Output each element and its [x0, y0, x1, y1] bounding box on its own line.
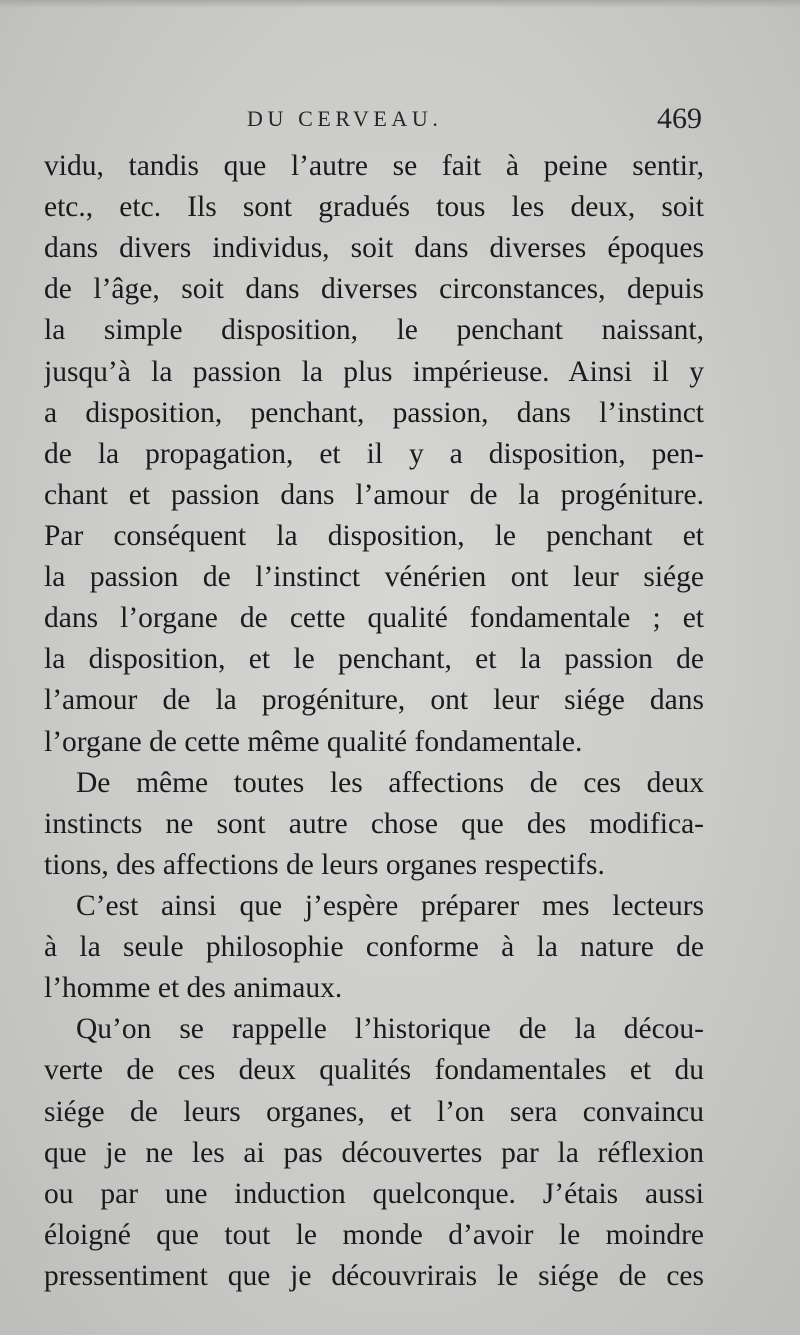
- text-line: dans divers individus, soit dans diverses époques: [44, 232, 704, 265]
- body-text: [44, 146, 704, 1297]
- text-line: a disposition, penchant, passion, dans l’instinct: [44, 396, 704, 429]
- paragraph-first-line: C’est ainsi que j’espère préparer mes lecteurs: [76, 889, 704, 922]
- text-line: l’amour de la progéniture, ont leur siége dans: [44, 684, 704, 717]
- text-line: siége de leurs organes, et l’on sera convaincu: [44, 1095, 704, 1128]
- text-line: la disposition, et le penchant, et la passion de: [44, 643, 704, 676]
- text-line: tions, des affections de leurs organes respectifs.: [44, 848, 605, 881]
- text-line: l’organe de cette même qualité fondamentale.: [44, 725, 583, 758]
- text-line: etc., etc. Ils sont gradués tous les deux, soit: [44, 191, 704, 224]
- text-line: que je ne les ai pas découvertes par la réflexion: [44, 1136, 704, 1169]
- page-top-edge: [0, 0, 800, 8]
- text-line: jusqu’à la passion la plus impérieuse. Ainsi il y: [44, 355, 704, 388]
- text-line: la passion de l’instinct vénérien ont leur siége: [44, 561, 704, 594]
- text-line: pressentiment que je découvrirais le siége de ces: [44, 1259, 704, 1292]
- text-line: l’homme et des animaux.: [44, 972, 343, 1005]
- text-line: instincts ne sont autre chose que des modifica-: [44, 807, 704, 840]
- running-header: [0, 102, 800, 142]
- text-line: de la propagation, et il y a disposition, pen-: [44, 437, 704, 470]
- text-line: vidu, tandis que l’autre se fait à peine sentir,: [44, 150, 704, 182]
- text-line: la simple disposition, le penchant naissant,: [44, 314, 704, 347]
- page-number: 469: [657, 102, 702, 135]
- text-line: Par conséquent la disposition, le penchant et: [44, 519, 704, 552]
- paragraph-first-line: Qu’on se rappelle l’historique de la décou-: [76, 1013, 704, 1046]
- text-line: ou par une induction quelconque. J’étais aussi: [44, 1177, 704, 1210]
- paragraph-first-line: De même toutes les affections de ces deux: [76, 766, 704, 799]
- text-line: chant et passion dans l’amour de la progéniture.: [44, 478, 704, 511]
- text-line: verte de ces deux qualités fondamentales et du: [44, 1054, 704, 1087]
- text-line: éloigné que tout le monde d’avoir le moindre: [44, 1218, 704, 1251]
- text-line: à la seule philosophie conforme à la nature de: [44, 931, 704, 964]
- text-line: dans l’organe de cette qualité fondamentale ; et: [44, 602, 704, 635]
- text-line: de l’âge, soit dans diverses circonstances, depuis: [44, 273, 704, 306]
- running-title: DU CERVEAU.: [247, 106, 443, 131]
